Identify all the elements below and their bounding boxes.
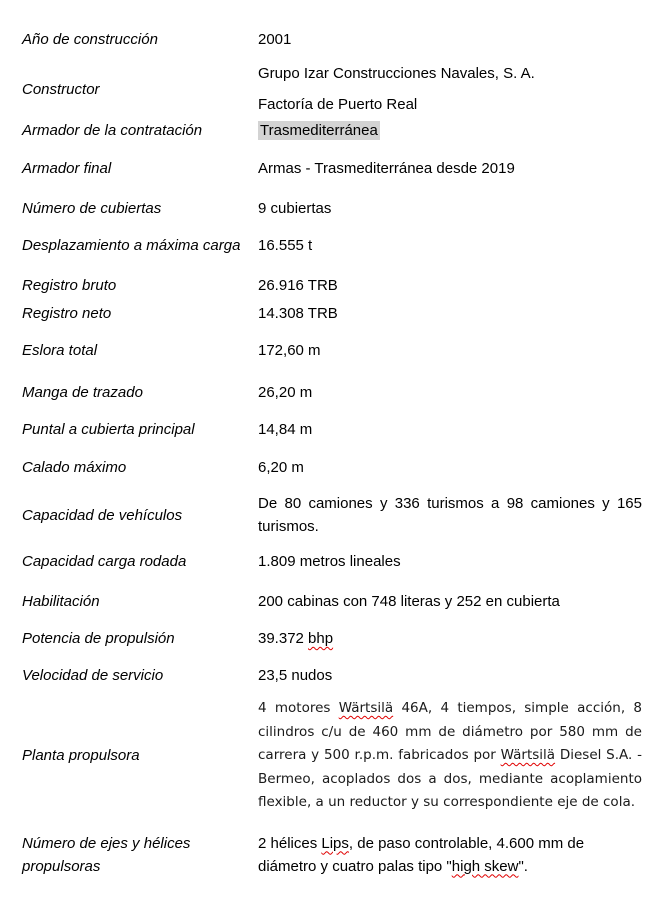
- spec-label: Planta propulsora: [22, 747, 140, 765]
- spec-label: Capacidad de vehículos: [22, 506, 183, 524]
- spec-label: Habilitación: [22, 593, 100, 610]
- spec-value: [258, 697, 642, 815]
- spec-row-planta-propulsora: [22, 697, 642, 815]
- spec-value: 16.555 t: [258, 237, 313, 254]
- spec-row-potencia: [22, 627, 642, 650]
- spec-label: Armador de la contratación: [22, 122, 203, 139]
- spec-row-desplazamiento: [22, 234, 642, 257]
- spec-label: Constructor: [22, 80, 100, 98]
- misspelled-word: high skew: [451, 857, 519, 875]
- spec-row-manga: [22, 381, 642, 404]
- spec-value: [258, 119, 642, 142]
- spec-label: Velocidad de servicio: [22, 667, 164, 684]
- spec-label: Armador final: [22, 160, 112, 177]
- spec-row-calado: [22, 456, 642, 479]
- misspelled-word: bhp: [308, 630, 334, 647]
- spec-row-carga-rodada: [22, 550, 642, 573]
- spec-label: Número de cubiertas: [22, 200, 162, 217]
- spec-value: 2001: [258, 31, 292, 48]
- spec-label: Puntal a cubierta principal: [22, 421, 195, 438]
- spec-value: 14.308 TRB: [258, 305, 338, 322]
- spec-value-segment: Diesel S.A. - Bermeo, acoplados dos a dos, mediante acoplamiento flexible, a un reductor y su correspondiente eje de cola.: [258, 747, 642, 810]
- spec-row-ano-construccion: [22, 28, 642, 51]
- spec-value: 6,20 m: [258, 459, 304, 476]
- spec-row-habilitacion: [22, 590, 642, 613]
- spec-value: De 80 camiones y 336 turismos a 98 camiones y 165 turismos.: [258, 495, 642, 535]
- spec-row-capacidad-vehiculos: [22, 492, 642, 538]
- spec-row-eslora: [22, 339, 642, 362]
- spec-value: 23,5 nudos: [258, 667, 333, 684]
- spec-label: Eslora total: [22, 342, 98, 359]
- spec-value: [258, 627, 642, 650]
- spec-value: 26,20 m: [258, 384, 313, 401]
- spec-row-ejes-helices: [22, 832, 642, 878]
- spec-value-segment: 39.372: [258, 630, 309, 647]
- spec-value: 200 cabinas con 748 literas y 252 en cubierta: [258, 593, 560, 610]
- spec-row-constructor: [22, 62, 642, 116]
- spec-value: [258, 832, 642, 878]
- spec-label: Registro neto: [22, 305, 112, 322]
- spec-value-segment: 4 motores: [258, 700, 339, 716]
- spec-value: 1.809 metros lineales: [258, 553, 401, 570]
- spec-row-puntal: [22, 418, 642, 441]
- spec-label: Desplazamiento a máxima carga: [22, 237, 241, 254]
- spec-value: 9 cubiertas: [258, 200, 332, 217]
- spec-value: 14,84 m: [258, 421, 313, 438]
- spec-value-segment: 46A, 4 tiempos, simple acción, 8 cilindros c/u de 460 mm de diámetro por 580 mm de carrera y 500 r.p.m. fabricados por: [258, 700, 642, 763]
- spec-row-registro-neto: [22, 302, 642, 325]
- spec-value: 172,60 m: [258, 342, 321, 359]
- spec-label: Número de ejes y hélices propulsoras: [22, 834, 191, 875]
- spec-row-velocidad: [22, 664, 642, 687]
- misspelled-word: Wärtsilä: [338, 700, 394, 716]
- spec-value-segment: , de paso controlable, 4.600 mm de diámetro y cuatro palas tipo ": [258, 834, 585, 875]
- spec-value: 26.916 TRB: [258, 277, 338, 294]
- spec-label: Registro bruto: [22, 277, 117, 294]
- spec-value: Armas - Trasmediterránea desde 2019: [258, 160, 515, 177]
- spec-row-armador-final: [22, 157, 642, 180]
- spec-value-line: Grupo Izar Construcciones Navales, S. A.: [258, 65, 535, 82]
- spec-label: Potencia de propulsión: [22, 630, 175, 647]
- spec-label: Capacidad carga rodada: [22, 553, 187, 570]
- spec-label: Calado máximo: [22, 459, 127, 476]
- spec-value-line: Factoría de Puerto Real: [258, 96, 418, 113]
- spec-value-segment: 2 hélices: [258, 834, 322, 852]
- misspelled-word: Wärtsilä: [500, 747, 556, 763]
- spec-row-registro-bruto: [22, 274, 642, 297]
- misspelled-word: Lips: [321, 834, 349, 852]
- spec-value: [258, 62, 642, 116]
- spec-row-numero-cubiertas: [22, 197, 642, 220]
- spec-label: Manga de trazado: [22, 384, 143, 401]
- highlighted-text: Trasmediterránea: [260, 122, 378, 139]
- spec-label: Año de construcción: [22, 31, 158, 48]
- spec-value-segment: ".: [518, 857, 528, 875]
- spec-row-armador-contratacion: [22, 119, 642, 142]
